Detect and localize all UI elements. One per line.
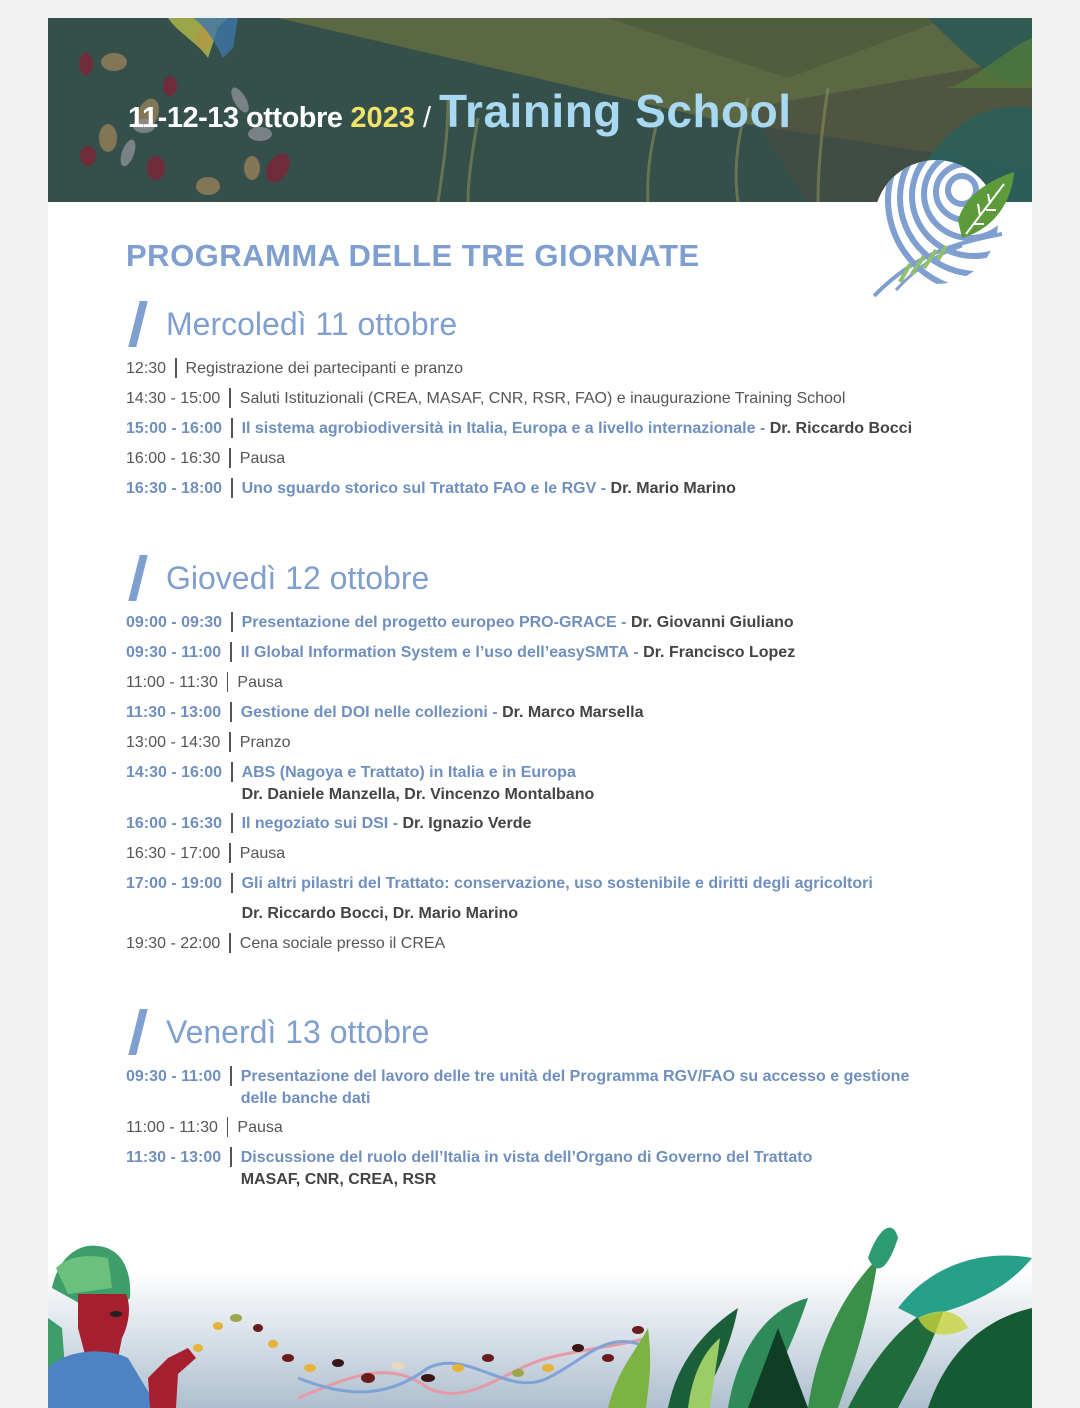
dash: -: [633, 644, 639, 661]
dash: -: [492, 704, 498, 721]
time-slot: 09:30 - 11:00: [126, 1068, 222, 1085]
activity: Saluti Istituzionali (CREA, MASAF, CNR, RSR, FAO) e inaugurazione Training School: [239, 390, 846, 407]
time-slot: 09:30 - 11:00: [126, 644, 222, 661]
session-topic: Gestione del DOI nelle collezioni: [240, 704, 488, 721]
schedule-row: [126, 1117, 1006, 1147]
time-slot: 19:30 - 22:00: [126, 935, 221, 952]
separator: [229, 732, 231, 752]
program-document: [48, 18, 1032, 1408]
time-slot: 16:30 - 18:00: [126, 480, 223, 497]
schedule-row: [126, 418, 1006, 448]
activity: Pausa: [239, 450, 286, 467]
activity: Registrazione dei partecipanti e pranzo: [185, 360, 464, 377]
activity: [241, 702, 644, 724]
activity: Pranzo: [239, 734, 291, 751]
time-slot: 14:30 - 16:00: [126, 764, 223, 781]
globe-dna-leaf-logo-icon: [866, 154, 1014, 302]
schedule-row: [126, 873, 1006, 933]
slash-decoration: [128, 301, 147, 347]
separator: [231, 418, 233, 438]
day-section-thursday: [126, 552, 1006, 963]
separator: [229, 388, 231, 408]
session-topic: Gli altri pilastri del Trattato: conservazione, uso sostenibile e diritti degli agricoltori: [241, 875, 873, 892]
time-slot: 17:00 - 19:00: [126, 875, 223, 892]
schedule-row: [126, 1066, 1006, 1117]
session-topic: Uno sguardo storico sul Trattato FAO e le RGV: [241, 480, 597, 497]
day-title: Giovedì 12 ottobre: [166, 559, 430, 596]
separator: [231, 612, 233, 632]
separator: [230, 1066, 232, 1086]
separator: [229, 843, 231, 863]
activity: Pausa: [239, 845, 286, 862]
session-topic: Discussione del ruolo dell’Italia in vista dell’Organo di Governo del Trattato: [240, 1149, 813, 1166]
slash-decoration: [128, 555, 147, 601]
day-section-wednesday: [126, 298, 1006, 508]
activity: Pausa: [237, 1119, 283, 1136]
activity: [242, 418, 912, 440]
session-topic: Il Global Information System e l’uso dell’easySMTA: [240, 644, 629, 661]
time-slot: 16:00 - 16:30: [126, 450, 221, 467]
slash-decoration: [128, 1009, 147, 1055]
schedule-row: [126, 762, 1006, 813]
day-title: Venerdì 13 ottobre: [166, 1013, 430, 1050]
session-topic: Presentazione del lavoro delle tre unità del Programma RGV/FAO su accesso e gestione delle banche dati: [240, 1068, 910, 1107]
separator: [229, 933, 231, 953]
schedule-row: [126, 672, 1006, 702]
schedule-row: [126, 448, 1006, 478]
activity: Pausa: [237, 674, 283, 691]
activity: [242, 762, 595, 806]
speakers: Dr. Riccardo Bocci, Dr. Mario Marino: [241, 905, 519, 922]
separator: [231, 873, 233, 893]
separator: [229, 448, 231, 468]
session-topic: Il sistema agrobiodiversità in Italia, Europa e a livello internazionale: [241, 420, 756, 437]
session-topic: Presentazione del progetto europeo PRO-GRACE: [241, 614, 617, 631]
separator: [230, 642, 232, 662]
separator: [231, 478, 233, 498]
footer-illustration: [48, 1198, 1032, 1408]
speaker: Dr. Mario Marino: [610, 480, 736, 497]
separator: [227, 672, 229, 692]
schedule-row: [126, 702, 1006, 732]
time-slot: 14:30 - 15:00: [126, 390, 221, 407]
separator: [231, 813, 233, 833]
event-year: 2023: [350, 102, 415, 134]
day-header: [126, 1006, 1006, 1058]
dash: -: [392, 815, 399, 832]
schedule-row: [126, 813, 1006, 843]
activity: [241, 1147, 813, 1191]
dash: -: [600, 480, 607, 497]
separator: [175, 358, 177, 378]
time-slot: 11:00 - 11:30: [126, 674, 218, 691]
speaker: Dr. Giovanni Giuliano: [630, 614, 794, 631]
schedule-row: [126, 388, 1006, 418]
separator: [230, 702, 232, 722]
schedule-row: [126, 478, 1006, 508]
schedule-row: [126, 642, 1006, 672]
speaker: Dr. Marco Marsella: [502, 704, 644, 721]
time-slot: 16:30 - 17:00: [126, 845, 221, 862]
schedule-row: [126, 933, 1006, 963]
speaker: Dr. Ignazio Verde: [402, 815, 532, 832]
program-title: PROGRAMMA DELLE TRE GIORNATE: [126, 238, 700, 273]
time-slot: 12:30: [126, 360, 167, 377]
activity: [241, 1066, 941, 1110]
schedule-row: [126, 358, 1006, 388]
separator: [230, 1147, 232, 1167]
day-title: Mercoledì 11 ottobre: [166, 305, 458, 342]
activity: [242, 869, 873, 929]
banner-title: [128, 84, 792, 138]
speaker: Dr. Francisco Lopez: [643, 644, 796, 661]
schedule-row: [126, 1147, 1006, 1198]
dash: -: [621, 614, 627, 631]
time-slot: 13:00 - 14:30: [126, 734, 221, 751]
time-slot: 11:30 - 13:00: [126, 704, 222, 721]
day-header: [126, 552, 1006, 604]
speakers: Dr. Daniele Manzella, Dr. Vincenzo Montalbano: [241, 786, 595, 803]
schedule-row: [126, 612, 1006, 642]
separator: [231, 762, 233, 782]
activity: [242, 478, 736, 500]
speakers: MASAF, CNR, CREA, RSR: [240, 1171, 437, 1188]
time-slot: 16:00 - 16:30: [126, 815, 223, 832]
day-section-friday: [126, 1006, 1006, 1198]
day-header: [126, 298, 1006, 350]
time-slot: 09:00 - 09:30: [126, 614, 223, 631]
speaker: Dr. Riccardo Bocci: [769, 420, 913, 437]
activity: [241, 642, 796, 664]
activity: [242, 813, 532, 835]
session-topic: ABS (Nagoya e Trattato) in Italia e in Europa: [241, 764, 576, 781]
schedule-row: [126, 732, 1006, 762]
separator: [227, 1117, 229, 1137]
event-title: Training School: [439, 85, 792, 137]
session-topic: Il negoziato sui DSI: [241, 815, 389, 832]
activity: [242, 612, 794, 634]
time-slot: 11:00 - 11:30: [126, 1119, 218, 1136]
time-slot: 15:00 - 16:00: [126, 420, 223, 437]
title-separator: /: [422, 102, 431, 134]
event-dates: 11-12-13 ottobre: [128, 102, 343, 134]
dash: -: [759, 420, 766, 437]
time-slot: 11:30 - 13:00: [126, 1149, 222, 1166]
activity: Cena sociale presso il CREA: [239, 935, 446, 952]
